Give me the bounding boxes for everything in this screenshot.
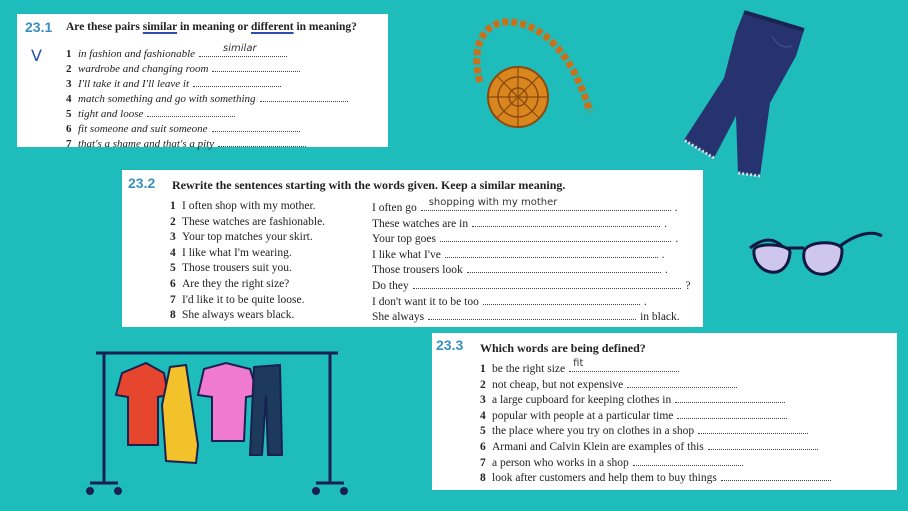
list-item xyxy=(480,455,743,469)
item-number: 5 xyxy=(170,262,176,275)
rewrite-row xyxy=(372,197,678,214)
item-number: 1 xyxy=(66,48,72,60)
item-number: 4 xyxy=(66,93,72,105)
jeans-icon xyxy=(672,8,812,178)
list-item xyxy=(480,358,679,375)
item-text: in fashion and fashionable xyxy=(78,48,196,60)
item-number: 2 xyxy=(170,215,176,228)
prompt-text: These watches are in xyxy=(372,217,469,230)
answer-blank[interactable] xyxy=(421,197,671,211)
sentence-row xyxy=(170,309,294,321)
check-mark: V xyxy=(31,46,42,65)
sentence-ending: . xyxy=(675,233,679,246)
exercise-heading: Are these pairs similar in meaning or different in meaning? xyxy=(66,21,357,33)
item-number: 3 xyxy=(480,394,486,407)
rewrite-row xyxy=(372,294,647,308)
answer-blank[interactable] xyxy=(218,136,306,147)
rewrite-row xyxy=(372,262,668,276)
original-sentence: I like what I'm wearing. xyxy=(182,246,292,259)
prompt-text: Your top goes xyxy=(372,233,437,246)
answer-blank[interactable] xyxy=(147,106,235,117)
answer-text: fit xyxy=(573,358,584,369)
answer-blank[interactable] xyxy=(677,408,787,419)
original-sentence: Are they the right size? xyxy=(182,278,290,290)
original-sentence: I'd like it to be quite loose. xyxy=(182,293,305,306)
item-text: wardrobe and changing room xyxy=(78,63,209,75)
sentence-ending: . xyxy=(643,295,647,308)
sentence-ending: in black. xyxy=(640,311,680,324)
item-number: 7 xyxy=(170,293,176,306)
item-text: fit someone and suit someone xyxy=(78,123,208,135)
answer-blank[interactable] xyxy=(212,61,300,72)
exercise-heading: Rewrite the sentences starting with the words given. Keep a similar meaning. xyxy=(172,178,566,192)
item-number: 6 xyxy=(170,278,176,290)
definition-text: a large cupboard for keeping clothes in xyxy=(492,394,672,407)
sentence-row xyxy=(170,216,325,228)
definition-text: the place where you try on clothes in a shop xyxy=(492,425,695,438)
list-item xyxy=(480,377,737,391)
list-item xyxy=(480,470,831,484)
item-number: 5 xyxy=(66,108,72,120)
answer-blank[interactable] xyxy=(721,470,831,481)
item-number: 4 xyxy=(170,246,176,259)
item-text: that's a shame and that's a pity xyxy=(78,138,215,150)
definition-text: look after customers and help them to buy things xyxy=(492,472,717,485)
definition-text: popular with people at a particular time xyxy=(492,409,674,422)
list-item xyxy=(66,61,300,75)
item-number: 6 xyxy=(66,123,72,135)
original-sentence: Your top matches your skirt. xyxy=(182,231,313,244)
rewrite-row xyxy=(372,278,690,292)
answer-blank[interactable] xyxy=(212,121,300,132)
answer-blank[interactable] xyxy=(569,358,679,372)
exercise-number: 23.2 xyxy=(128,175,156,191)
prompt-text: She always xyxy=(372,311,425,324)
list-item xyxy=(480,423,808,437)
answer-blank[interactable] xyxy=(440,231,671,242)
list-item xyxy=(66,136,306,150)
sentence-ending: ? xyxy=(685,280,691,292)
exercise-23-2-card xyxy=(122,170,703,327)
original-sentence: I often shop with my mother. xyxy=(182,200,316,212)
answer-blank[interactable] xyxy=(483,294,640,305)
answer-blank[interactable] xyxy=(708,439,818,450)
sentence-row xyxy=(170,247,292,259)
round-bag-icon xyxy=(462,12,602,130)
item-text: I'll take it and I'll leave it xyxy=(78,78,190,90)
item-number: 8 xyxy=(480,472,486,485)
answer-blank[interactable] xyxy=(193,76,281,87)
sentence-row xyxy=(170,294,304,306)
item-number: 2 xyxy=(66,63,72,75)
answer-blank[interactable] xyxy=(633,455,743,466)
answer-blank[interactable] xyxy=(472,216,660,227)
definition-text: not cheap, but not expensive xyxy=(492,378,624,391)
answer-blank[interactable] xyxy=(428,309,636,320)
answer-blank[interactable] xyxy=(627,377,737,388)
sentence-row xyxy=(170,278,289,290)
sentence-ending: . xyxy=(664,217,667,230)
answer-blank[interactable] xyxy=(413,278,682,289)
original-sentence: Those trousers suit you. xyxy=(182,262,292,275)
exercise-number: 23.1 xyxy=(25,19,53,35)
item-number: 7 xyxy=(66,138,72,150)
list-item xyxy=(66,106,235,120)
clothes-rack-icon xyxy=(86,345,348,501)
sentence-ending: . xyxy=(661,248,665,261)
list-item xyxy=(480,392,785,406)
exercise-number: 23.3 xyxy=(436,337,464,353)
list-item xyxy=(66,76,281,90)
answer-blank[interactable] xyxy=(445,247,658,258)
sentence-row xyxy=(170,262,292,274)
answer-blank[interactable] xyxy=(199,43,287,57)
answer-text: similar xyxy=(223,43,257,54)
prompt-text: Do they xyxy=(372,280,409,292)
rewrite-row xyxy=(372,231,678,245)
original-sentence: These watches are fashionable. xyxy=(182,215,326,228)
item-text: tight and loose xyxy=(78,108,144,120)
item-number: 1 xyxy=(170,200,176,212)
definition-text: be the right size xyxy=(492,363,566,375)
original-sentence: She always wears black. xyxy=(182,309,295,322)
list-item xyxy=(480,408,787,422)
sentence-ending: . xyxy=(674,202,678,214)
item-text: match something and go with something xyxy=(78,93,256,105)
item-number: 8 xyxy=(170,309,176,322)
list-item xyxy=(480,439,818,453)
exercise-23-3-card xyxy=(432,333,897,490)
item-number: 7 xyxy=(480,456,486,469)
item-number: 3 xyxy=(170,231,176,244)
item-number: 3 xyxy=(66,78,72,90)
list-item xyxy=(66,121,300,135)
rewrite-row xyxy=(372,216,667,230)
sentence-ending: . xyxy=(664,264,668,277)
item-number: 1 xyxy=(480,363,486,375)
rewrite-row xyxy=(372,247,664,261)
prompt-text: I often go xyxy=(372,202,417,214)
answer-blank[interactable] xyxy=(675,392,785,403)
exercise-heading: Which words are being defined? xyxy=(480,341,646,355)
list-item xyxy=(66,43,287,60)
item-number: 5 xyxy=(480,425,486,438)
definition-text: a person who works in a shop xyxy=(492,456,629,469)
glasses-icon xyxy=(748,222,884,286)
item-number: 6 xyxy=(480,441,486,453)
prompt-text: I like what I've xyxy=(372,248,441,261)
sentence-row xyxy=(170,231,313,243)
list-item xyxy=(66,91,348,105)
item-number: 2 xyxy=(480,378,486,391)
answer-text: shopping with my mother xyxy=(428,197,558,208)
prompt-text: Those trousers look xyxy=(372,264,463,277)
exercise-23-1-card xyxy=(17,14,388,150)
sentence-row xyxy=(170,200,316,212)
definition-text: Armani and Calvin Klein are examples of this xyxy=(492,441,704,453)
answer-blank[interactable] xyxy=(467,262,661,273)
rewrite-row xyxy=(372,309,680,323)
answer-blank[interactable] xyxy=(260,91,348,102)
answer-blank[interactable] xyxy=(698,423,808,434)
prompt-text: I don't want it to be too xyxy=(372,295,479,308)
item-number: 4 xyxy=(480,409,486,422)
